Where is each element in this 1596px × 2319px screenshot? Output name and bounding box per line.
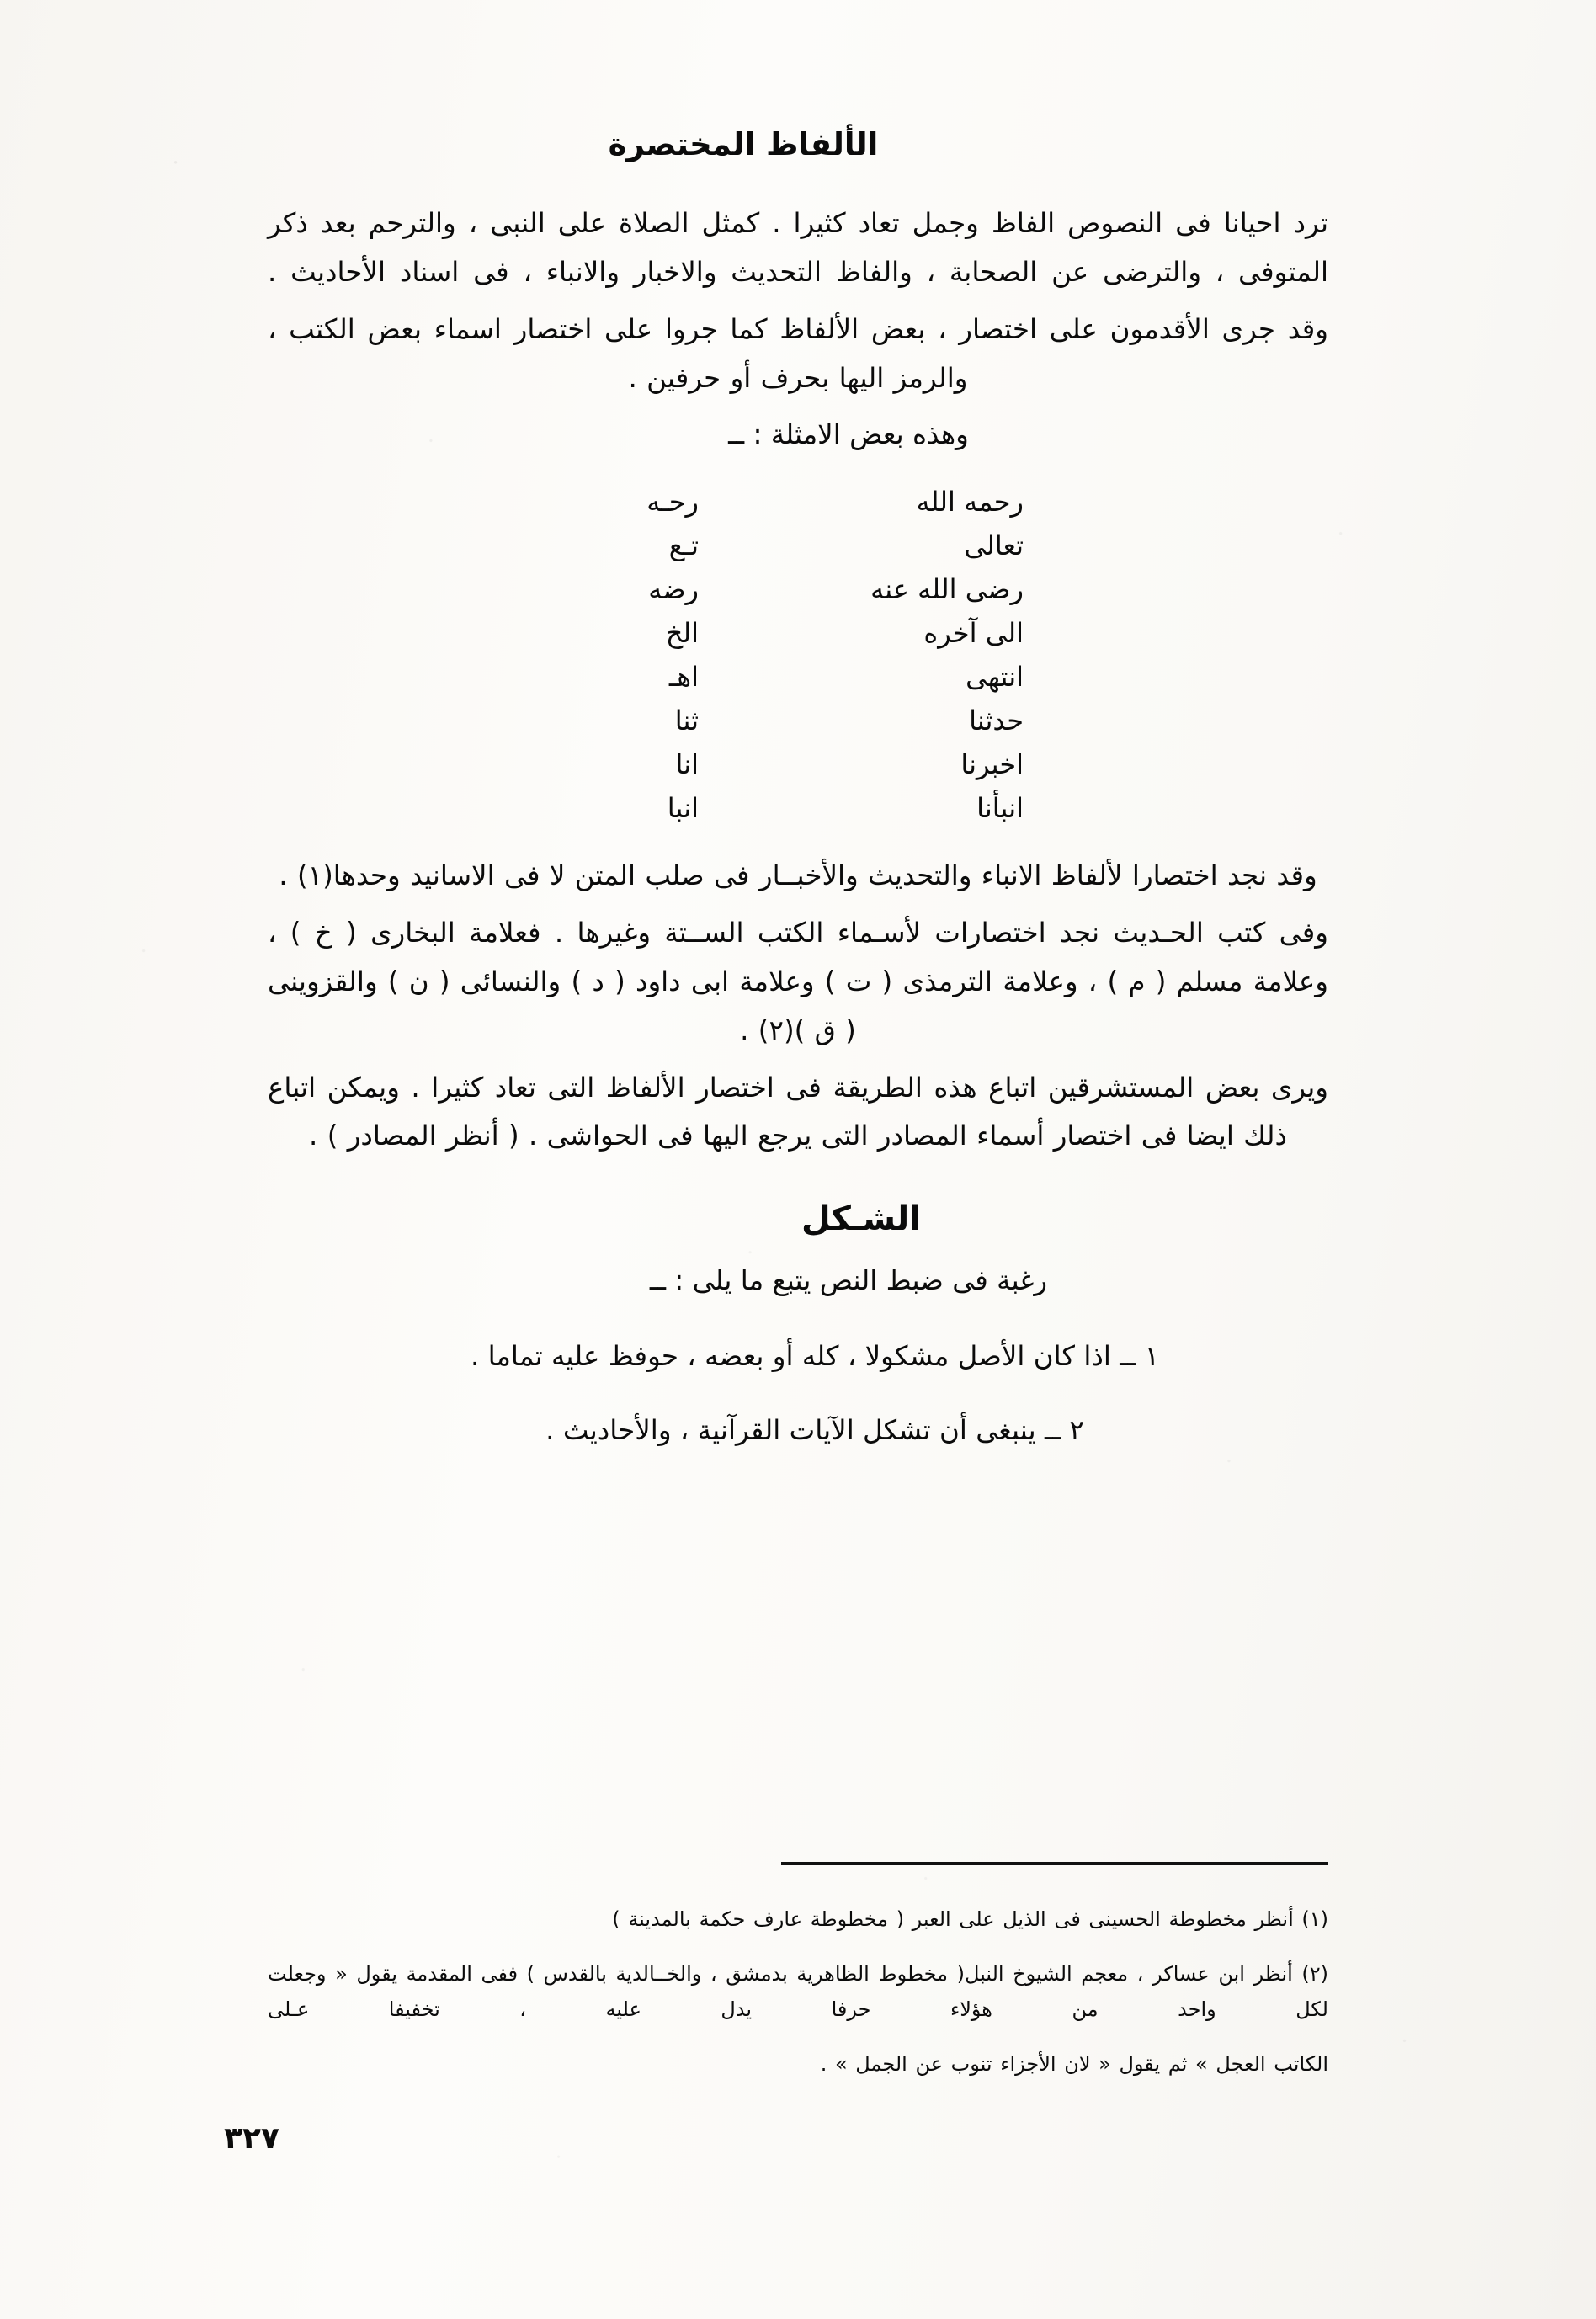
- abbreviation-short-form: انا: [675, 748, 699, 781]
- abbreviation-short-form: رحـه: [646, 486, 699, 519]
- paragraph-hadith-books: وفى كتب الحـديث نجد اختصارات لأسـماء الكتب الســتة وغيرها . فعلامة البخارى ( خ ) ، وعلامة مسلم ( م ) ، وعلامة الترمذى ( ت ) وعلامة ابى داود ( د ) والنسائى ( ن ) والقزوينى ( ق )(٢) .: [268, 917, 1328, 1046]
- paragraph-orientalists: ويرى بعض المستشرقين اتباع هذه الطريقة فى اختصار الألفاظ التى تعاد كثيرا . ويمكن اتباع ذلك ايضا فى اختصار أسماء المصادر التى يرجع اليها فى الحواشى . ( أنظر المصادر ) .: [268, 1071, 1328, 1152]
- abbreviation-full-form: الى آخره: [923, 617, 1024, 650]
- table-row: [572, 699, 1024, 742]
- abbreviation-short-form: تـع: [668, 529, 699, 562]
- page-number: ٣٢٧: [224, 2121, 279, 2156]
- footnote-1: (١) أنظر مخطوطة الحسينى فى الذيل على العبر ( مخطوطة عارف حكمة بالمدينة ): [612, 1907, 1328, 1931]
- table-row: [572, 567, 1024, 611]
- abbreviation-short-form: رضه: [648, 573, 699, 606]
- table-row: [572, 742, 1024, 786]
- table-row: [572, 611, 1024, 655]
- abbreviation-full-form: رحمه الله: [916, 486, 1024, 519]
- list-item: ٢ ــ ينبغى أن تشكل الآيات القرآنية ، والأحاديث .: [545, 1414, 1084, 1447]
- abbreviation-table: [572, 480, 1024, 830]
- abbreviation-short-form: انبا: [667, 792, 699, 825]
- shakl-lead-in: رغبة فى ضبط النص يتبع ما يلى : ــ: [649, 1264, 1048, 1297]
- abbreviation-full-form: رضى الله عنه: [870, 573, 1024, 606]
- footnotes-area: [268, 1882, 1328, 2085]
- paragraph-matn-abbreviation: وقد نجد اختصارا لألفاظ الانباء والتحديث والأخبــار فى صلب المتن لا فى الاسانيد وحدها(١) .: [279, 859, 1317, 892]
- paragraph-ancients: وقد جرى الأقدمون على اختصار ، بعض الألفاظ كما جروا على اختصار اسماء بعض الكتب ، والرمز اليها بحرف أو حرفين .: [268, 312, 1328, 394]
- examples-lead-in: وهذه بعض الامثلة : ــ: [728, 418, 969, 451]
- footnote-2-continuation: الكاتب العجل » ثم يقول « لان الأجزاء تنوب عن الجمل » .: [820, 2051, 1328, 2076]
- table-row: [572, 655, 1024, 699]
- table-row: [572, 786, 1024, 830]
- page-content: [268, 126, 1328, 1460]
- list-item: ١ ــ اذا كان الأصل مشكولا ، كله أو بعضه ، حوفظ عليه تماما .: [470, 1339, 1160, 1372]
- abbreviation-short-form: ثنا: [674, 705, 699, 737]
- abbreviation-short-form: الخ: [665, 617, 699, 650]
- paragraph-intro: ترد احيانا فى النصوص الفاظ وجمل تعاد كثيرا . كمثل الصلاة على النبى ، والترحم بعد ذكر المتوفى ، والترضى عن الصحابة ، والفاظ التحديث والاخبار والانباء ، فى اسناد الأحاديث .: [268, 207, 1328, 288]
- abbreviation-full-form: تعالى: [964, 529, 1024, 562]
- abbreviation-full-form: حدثنا: [969, 705, 1024, 737]
- table-row: [572, 524, 1024, 567]
- abbreviation-full-form: انبأنا: [976, 792, 1024, 825]
- table-row: [572, 480, 1024, 524]
- abbreviation-full-form: اخبرنا: [960, 748, 1024, 781]
- section-heading-shakl: الشـكل: [801, 1199, 922, 1239]
- page-title: الألفاظ المختصرة: [608, 126, 879, 162]
- footnote-2: (٢) أنظر ابن عساكر ، معجم الشيوخ النبل( مخطوط الظاهرية بدمشق ، والخــالدية بالقدس ) ففى المقدمة يقول « وجعلت لكل واحد من هؤلاء حرفا يدل عليه ، تخفيفا عـلى: [268, 1962, 1328, 2021]
- footnote-separator: [781, 1862, 1328, 1865]
- abbreviation-full-form: انتهى: [966, 661, 1024, 694]
- shakl-rule-list: [268, 1333, 1328, 1455]
- abbreviation-short-form: اهـ: [668, 661, 699, 694]
